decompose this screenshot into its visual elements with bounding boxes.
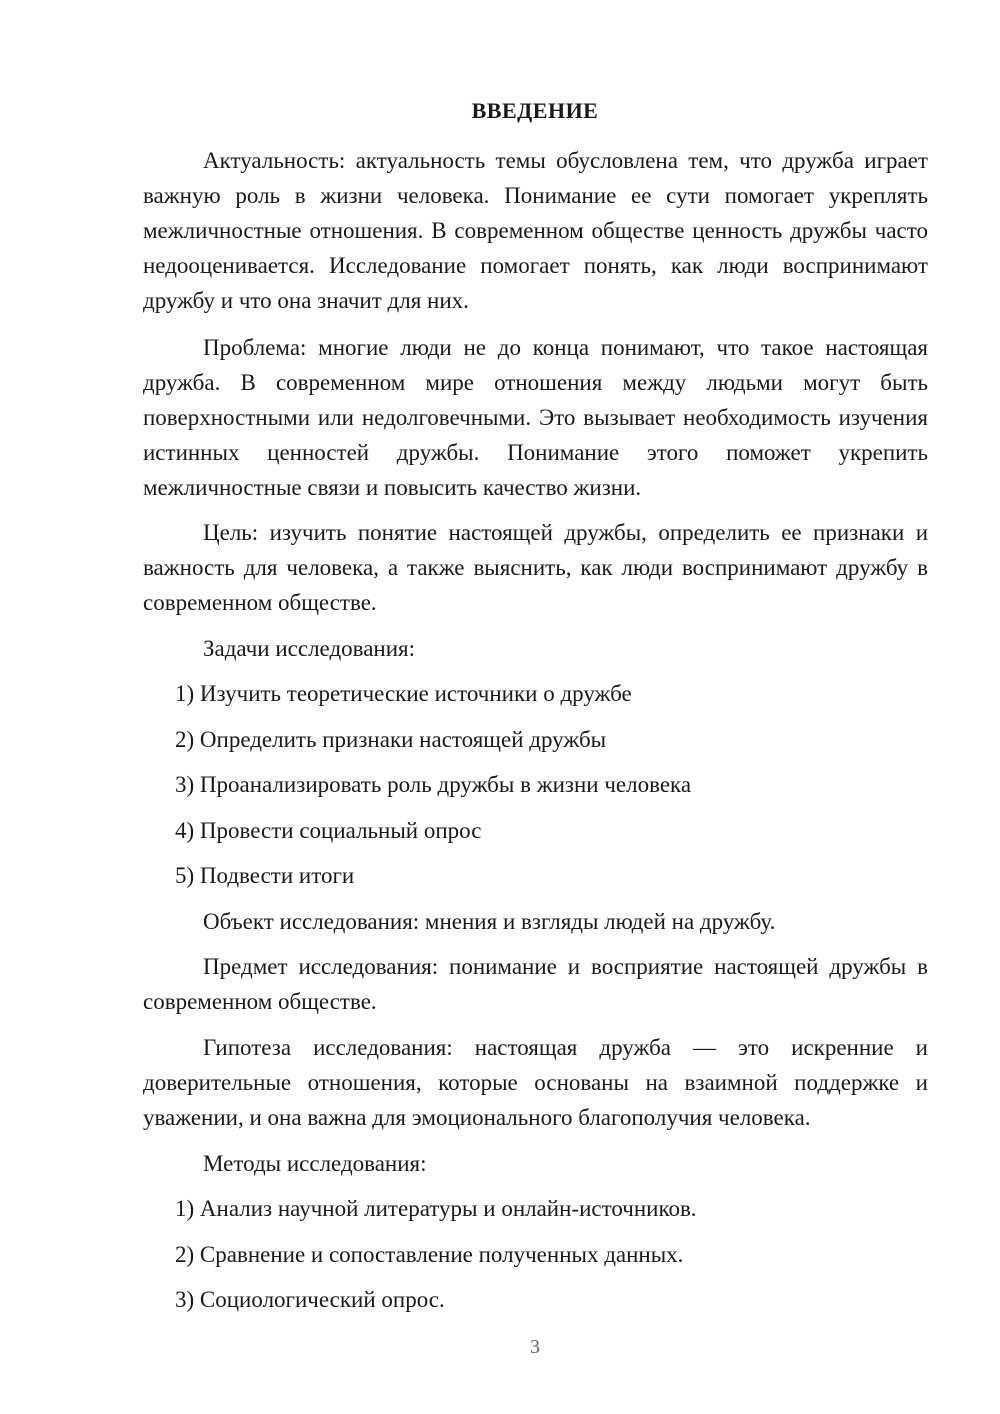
tasks-label: Задачи исследования:: [203, 636, 416, 661]
method-item: 1) Анализ научной литературы и онлайн-источников.: [175, 1196, 697, 1221]
method-item: 3) Социологический опрос.: [175, 1287, 445, 1312]
task-item: 2) Определить признаки настоящей дружбы: [175, 727, 607, 752]
method-item: 2) Сравнение и сопоставление полученных данных.: [175, 1242, 684, 1267]
methods-label: Методы исследования:: [203, 1151, 427, 1176]
relevance-paragraph: Актуальность: актуальность темы обусловлена тем, что дружба играет важную роль в жизни человека. Понимание ее сути помогает укреплять межличностные отношения. В современном обществе ценность дружбы часто недооценивается. Исследование помогает понять, как люди воспринимают дружбу и что она значит для них.: [143, 148, 928, 313]
object-paragraph: Объект исследования: мнения и взгляды людей на дружбу.: [203, 909, 776, 934]
problem-paragraph: Проблема: многие люди не до конца понимают, что такое настоящая дружба. В современном мире отношения между людьми могут быть поверхностными или недолговечными. Это вызывает необходимость изучения истинных ценностей дружбы. Понимание этого поможет укрепить межличностные связи и повысить качество жизни.: [143, 335, 928, 500]
hypothesis-paragraph: Гипотеза исследования: настоящая дружба — это искренние и доверительные отношения, которые основаны на взаимной поддержке и уважении, и она важна для эмоционального благополучия человека.: [143, 1035, 928, 1130]
task-item: 4) Провести социальный опрос: [175, 818, 482, 843]
task-item: 3) Проанализировать роль дружбы в жизни человека: [175, 772, 692, 797]
task-item: 5) Подвести итоги: [175, 863, 355, 888]
page-title: ВВЕДЕНИЕ: [471, 98, 599, 123]
page-number: 3: [530, 1336, 540, 1358]
goal-paragraph: Цель: изучить понятие настоящей дружбы, определить ее признаки и важность для человека, а также выяснить, как люди воспринимают дружбу в современном обществе.: [143, 520, 928, 615]
subject-paragraph: Предмет исследования: понимание и восприятие настоящей дружбы в современном обществе.: [143, 954, 928, 1014]
task-item: 1) Изучить теоретические источники о дружбе: [175, 681, 632, 706]
